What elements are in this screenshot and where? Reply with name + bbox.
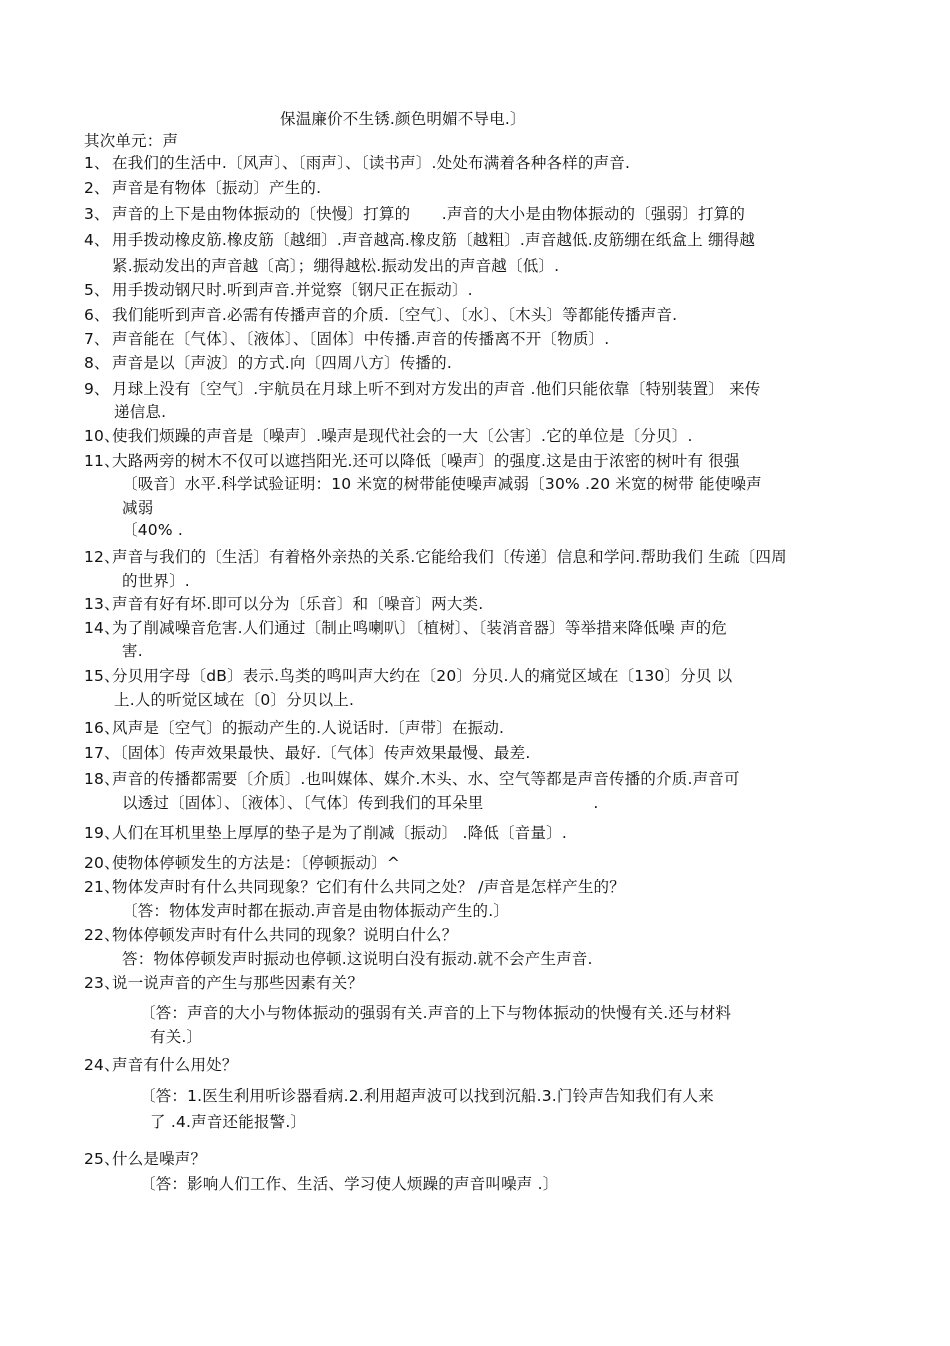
item-number: 10、 bbox=[84, 427, 120, 445]
item-number: 14、 bbox=[84, 619, 120, 637]
item-text: 声音与我们的〔生活〕有着格外亲热的关系.它能给我们〔传递〕信息和学问.帮助我们 生疏〔四周 bbox=[112, 548, 787, 566]
item-number: 15、 bbox=[84, 667, 120, 685]
item-text: 物体停顿发声时有什么共同的现象？说明白什么？ bbox=[112, 926, 458, 944]
list-item bbox=[84, 1054, 238, 1076]
item-number: 1、 bbox=[84, 154, 110, 172]
item-text: 为了削减噪音危害.人们通过〔制止鸣喇叭〕〔植树〕、〔装消音器〕等举措来降低噪 声的危 bbox=[112, 619, 728, 637]
header-line: 保温廉价不生锈.颜色明媚不导电.〕 bbox=[280, 110, 526, 128]
list-item bbox=[84, 546, 787, 568]
item-text: 在我们的生活中.〔风声〕、〔雨声〕、〔读书声〕.处处布满着各种各样的声音. bbox=[112, 154, 631, 172]
list-item bbox=[84, 328, 609, 350]
list-item bbox=[84, 876, 625, 898]
list-item-continuation: 减弱 bbox=[122, 499, 154, 517]
list-item bbox=[84, 822, 567, 844]
item-text: 我们能听到声音.必需有传播声音的介质.〔空气〕、〔水〕、〔木头〕等都能传播声音. bbox=[112, 306, 678, 324]
item-text: 月球上没有〔空气〕.宇航员在月球上听不到对方发出的声音 .他们只能依靠〔特别装置〕 来传 bbox=[112, 380, 761, 398]
item-number: 17、 bbox=[84, 744, 120, 762]
list-item bbox=[84, 378, 761, 400]
item-text: 声音的上下是由物体振动的〔快慢〕打算的 .声音的大小是由物体振动的〔强弱〕打算的 bbox=[112, 205, 746, 223]
list-item-continuation: 答：物体停顿发声时振动也停顿.这说明白没有振动.就不会产生声音. bbox=[122, 950, 593, 968]
item-text: 使物体停顿发生的方法是：〔停顿振动〕^ bbox=[112, 854, 401, 872]
list-item bbox=[84, 152, 630, 174]
item-text: 声音是以〔声波〕的方式.向〔四周八方〕传播的. bbox=[112, 354, 452, 372]
item-number: 8、 bbox=[84, 354, 110, 372]
item-number: 25、 bbox=[84, 1150, 120, 1168]
list-item-continuation: 害. bbox=[122, 642, 143, 660]
list-item bbox=[84, 450, 740, 472]
item-text: 声音的传播都需要〔介质〕.也叫媒体、媒介.木头、水、空气等都是声音传播的介质.声音可 bbox=[112, 770, 740, 788]
item-text: 大路两旁的树木不仅可以遮挡阳光.还可以降低〔噪声〕的强度.这是由于浓密的树叶有 很强 bbox=[112, 452, 740, 470]
list-item-continuation: 〔吸音〕水平.科学试验证明：10 米宽的树带能使噪声减弱〔30% .20 米宽的树带 能使噪声 bbox=[122, 475, 762, 493]
item-number: 20、 bbox=[84, 854, 120, 872]
item-number: 13、 bbox=[84, 595, 120, 613]
list-item-continuation: 〔答：1.医生利用听诊器看病.2.利用超声波可以找到沉船.3.门铃声告知我们有人来 bbox=[140, 1087, 714, 1105]
item-text: 风声是〔空气〕的振动产生的.人说话时.〔声带〕在振动. bbox=[112, 719, 505, 737]
list-item-continuation: 有关.〕 bbox=[150, 1028, 203, 1046]
list-item bbox=[84, 852, 400, 874]
list-item-continuation: 了 .4.声音还能报警.〕 bbox=[150, 1113, 307, 1131]
item-number: 16、 bbox=[84, 719, 120, 737]
list-item-continuation: 的世界〕. bbox=[122, 572, 190, 590]
item-text: 物体发声时有什么共同现象？它们有什么共同之处？ /声音是怎样产生的？ bbox=[112, 878, 625, 896]
item-number: 4、 bbox=[84, 231, 110, 249]
item-number: 12、 bbox=[84, 548, 120, 566]
item-number: 7、 bbox=[84, 330, 110, 348]
list-item-continuation: 〔40% . bbox=[122, 521, 184, 539]
item-text: 人们在耳机里垫上厚厚的垫子是为了削减〔振动〕 .降低〔音量〕. bbox=[112, 824, 567, 842]
list-item bbox=[84, 717, 504, 739]
item-text: 声音是有物体〔振动〕产生的. bbox=[112, 179, 322, 197]
list-item bbox=[84, 304, 677, 326]
item-number: 9、 bbox=[84, 380, 110, 398]
list-item bbox=[84, 665, 732, 687]
list-item bbox=[84, 593, 483, 615]
item-number: 11、 bbox=[84, 452, 120, 470]
list-item bbox=[84, 924, 457, 946]
list-item bbox=[84, 742, 530, 764]
item-number: 21、 bbox=[84, 878, 120, 896]
item-text: 〔固体〕传声效果最快、最好.〔气体〕传声效果最慢、最差. bbox=[112, 744, 531, 762]
list-item bbox=[84, 617, 727, 639]
list-item bbox=[84, 177, 321, 199]
item-number: 24、 bbox=[84, 1056, 120, 1074]
list-item bbox=[84, 972, 363, 994]
list-item-continuation: 〔答：影响人们工作、生活、学习使人烦躁的声音叫噪声 .〕 bbox=[140, 1175, 559, 1193]
list-item bbox=[84, 1148, 206, 1170]
item-number: 6、 bbox=[84, 306, 110, 324]
list-item-continuation: 以透过〔固体〕、〔液体〕、〔气体〕传到我们的耳朵里 . bbox=[122, 794, 599, 812]
list-item bbox=[84, 425, 693, 447]
list-item-continuation: 上.人的听觉区域在〔0〕分贝以上. bbox=[114, 691, 355, 709]
list-item bbox=[84, 279, 473, 301]
item-text: 用手拨动橡皮筋.橡皮筋〔越细〕.声音越高.橡皮筋〔越粗〕.声音越低.皮筋绷在纸盒上 绷得越 bbox=[112, 231, 756, 249]
item-text: 用手拨动钢尺时.听到声音.并觉察〔钢尺正在振动〕. bbox=[112, 281, 473, 299]
list-item-continuation: 紧.振动发出的声音越〔高〕；绷得越松.振动发出的声音越〔低〕. bbox=[112, 257, 560, 275]
list-item bbox=[84, 203, 745, 225]
item-number: 5、 bbox=[84, 281, 110, 299]
item-number: 19、 bbox=[84, 824, 120, 842]
item-text: 什么是噪声？ bbox=[112, 1150, 207, 1168]
section-title: 其次单元：声 bbox=[84, 132, 179, 150]
item-number: 18、 bbox=[84, 770, 120, 788]
list-item-continuation: 递信息. bbox=[114, 403, 167, 421]
list-item bbox=[84, 229, 755, 251]
list-item bbox=[84, 352, 452, 374]
list-item-continuation: 〔答：声音的大小与物体振动的强弱有关.声音的上下与物体振动的快慢有关.还与材料 bbox=[140, 1004, 732, 1022]
item-number: 2、 bbox=[84, 179, 110, 197]
list-item-continuation: 〔答：物体发声时都在振动.声音是由物体振动产生的.〕 bbox=[122, 902, 510, 920]
item-text: 使我们烦躁的声音是〔噪声〕.噪声是现代社会的一大〔公害〕.它的单位是〔分贝〕. bbox=[112, 427, 693, 445]
item-text: 分贝用字母〔dB〕表示.鸟类的鸣叫声大约在〔20〕分贝.人的痛觉区域在〔130〕分贝 以 bbox=[112, 667, 733, 685]
item-number: 3、 bbox=[84, 205, 110, 223]
item-text: 声音有什么用处？ bbox=[112, 1056, 238, 1074]
item-text: 声音能在〔气体〕、〔液体〕、〔固体〕中传播.声音的传播离不开〔物质〕. bbox=[112, 330, 610, 348]
list-item bbox=[84, 768, 740, 790]
item-number: 23、 bbox=[84, 974, 120, 992]
item-number: 22、 bbox=[84, 926, 120, 944]
item-text: 说一说声音的产生与那些因素有关？ bbox=[112, 974, 364, 992]
item-text: 声音有好有坏.即可以分为〔乐音〕和〔噪音〕两大类. bbox=[112, 595, 484, 613]
